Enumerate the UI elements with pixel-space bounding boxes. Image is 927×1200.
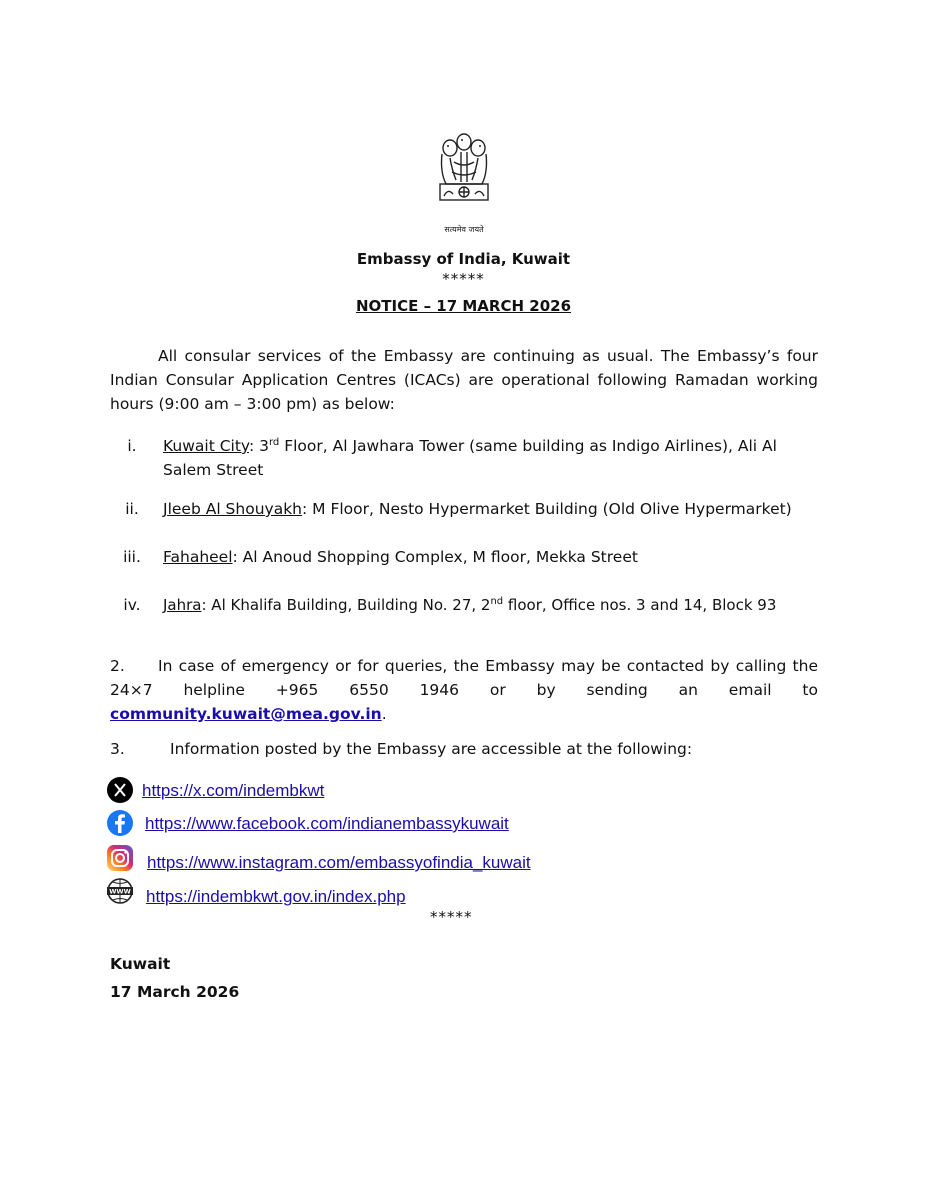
list-numeral: i. xyxy=(127,437,137,455)
ordinal-suffix: nd xyxy=(490,596,504,607)
notice-title: NOTICE – 17 MARCH 2026 xyxy=(355,297,572,315)
list-numeral: ii. xyxy=(125,500,139,518)
signoff-place: Kuwait xyxy=(110,955,171,973)
list-item-text xyxy=(163,545,818,569)
address-text: Floor, Al Jawhara Tower (same building as Indigo Airlines), Ali Al Salem Street xyxy=(163,437,777,479)
paragraph-number: 3. xyxy=(110,740,125,758)
list-item-text xyxy=(163,434,818,482)
ordinal-suffix: rd xyxy=(268,436,280,448)
national-emblem-icon xyxy=(428,128,500,224)
address-text: : 3 xyxy=(248,437,269,455)
intro-paragraph xyxy=(110,344,818,416)
website-link[interactable]: https://indembkwt.gov.in/index.php xyxy=(146,887,406,906)
sentence-end: . xyxy=(381,705,387,723)
instagram-link[interactable]: https://www.instagram.com/embassyofindia_kuwait xyxy=(147,853,531,872)
instagram-icon xyxy=(105,843,135,873)
place-name: Fahaheel xyxy=(163,548,233,566)
x-link[interactable]: https://x.com/indembkwt xyxy=(142,781,325,800)
emergency-paragraph xyxy=(110,654,818,726)
email-link[interactable]: community.kuwait@mea.gov.in xyxy=(110,705,382,723)
place-name: Kuwait City xyxy=(163,437,249,455)
facebook-icon xyxy=(105,808,135,838)
place-name: Jahra xyxy=(163,596,202,614)
x-icon xyxy=(105,775,135,805)
info-text: Information posted by the Embassy are accessible at the following: xyxy=(170,740,693,758)
header-stars: ***** xyxy=(442,270,485,288)
svg-text:WWW: WWW xyxy=(109,887,131,896)
list-numeral: iv. xyxy=(123,596,141,614)
footer-stars: ***** xyxy=(430,908,473,926)
www-icon xyxy=(105,876,135,906)
emergency-text: In case of emergency or for queries, the Embassy may be contacted by calling the 24×7 helpline +965 6550 1946 or by sending an email to xyxy=(110,657,818,699)
address-text: : Al Anoud Shopping Complex, M floor, Mekka Street xyxy=(232,548,638,566)
list-item-text xyxy=(163,497,818,521)
signoff-date: 17 March 2026 xyxy=(110,983,240,1001)
paragraph-number: 2. xyxy=(110,657,125,675)
intro-text: All consular services of the Embassy are continuing as usual. The Embassy’s four Indian Consular Application Centres (ICACs) are operational following Ramadan working hours (9:00 am – 3:00 pm) as below: xyxy=(110,347,818,413)
address-text: : Al Khalifa Building, Building No. 27, 2 xyxy=(201,596,491,614)
emblem-motto: सत्यमेव जयते xyxy=(444,225,484,234)
address-text: : M Floor, Nesto Hypermarket Building (Old Olive Hypermarket) xyxy=(302,500,792,518)
list-numeral: iii. xyxy=(123,548,141,566)
facebook-link[interactable]: https://www.facebook.com/indianembassykuwait xyxy=(145,814,509,833)
list-item-text xyxy=(163,593,818,617)
place-name: Jleeb Al Shouyakh xyxy=(163,500,302,518)
embassy-name: Embassy of India, Kuwait xyxy=(356,250,571,268)
address-text: floor, Office nos. 3 and 14, Block 93 xyxy=(503,596,777,614)
